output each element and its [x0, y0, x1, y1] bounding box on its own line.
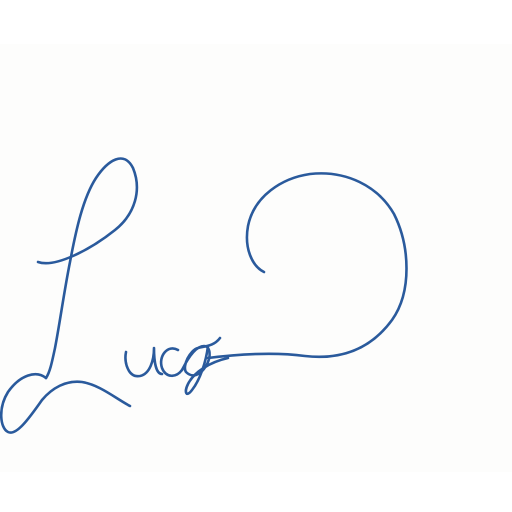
signature-ink	[1, 159, 406, 433]
signature-stroke-tail	[208, 173, 407, 358]
signature-stroke-l-base	[1, 374, 130, 432]
signature-stroke-u	[126, 348, 162, 376]
signature-stroke-l-loop	[38, 159, 137, 378]
signature-stroke-c	[161, 348, 182, 375]
